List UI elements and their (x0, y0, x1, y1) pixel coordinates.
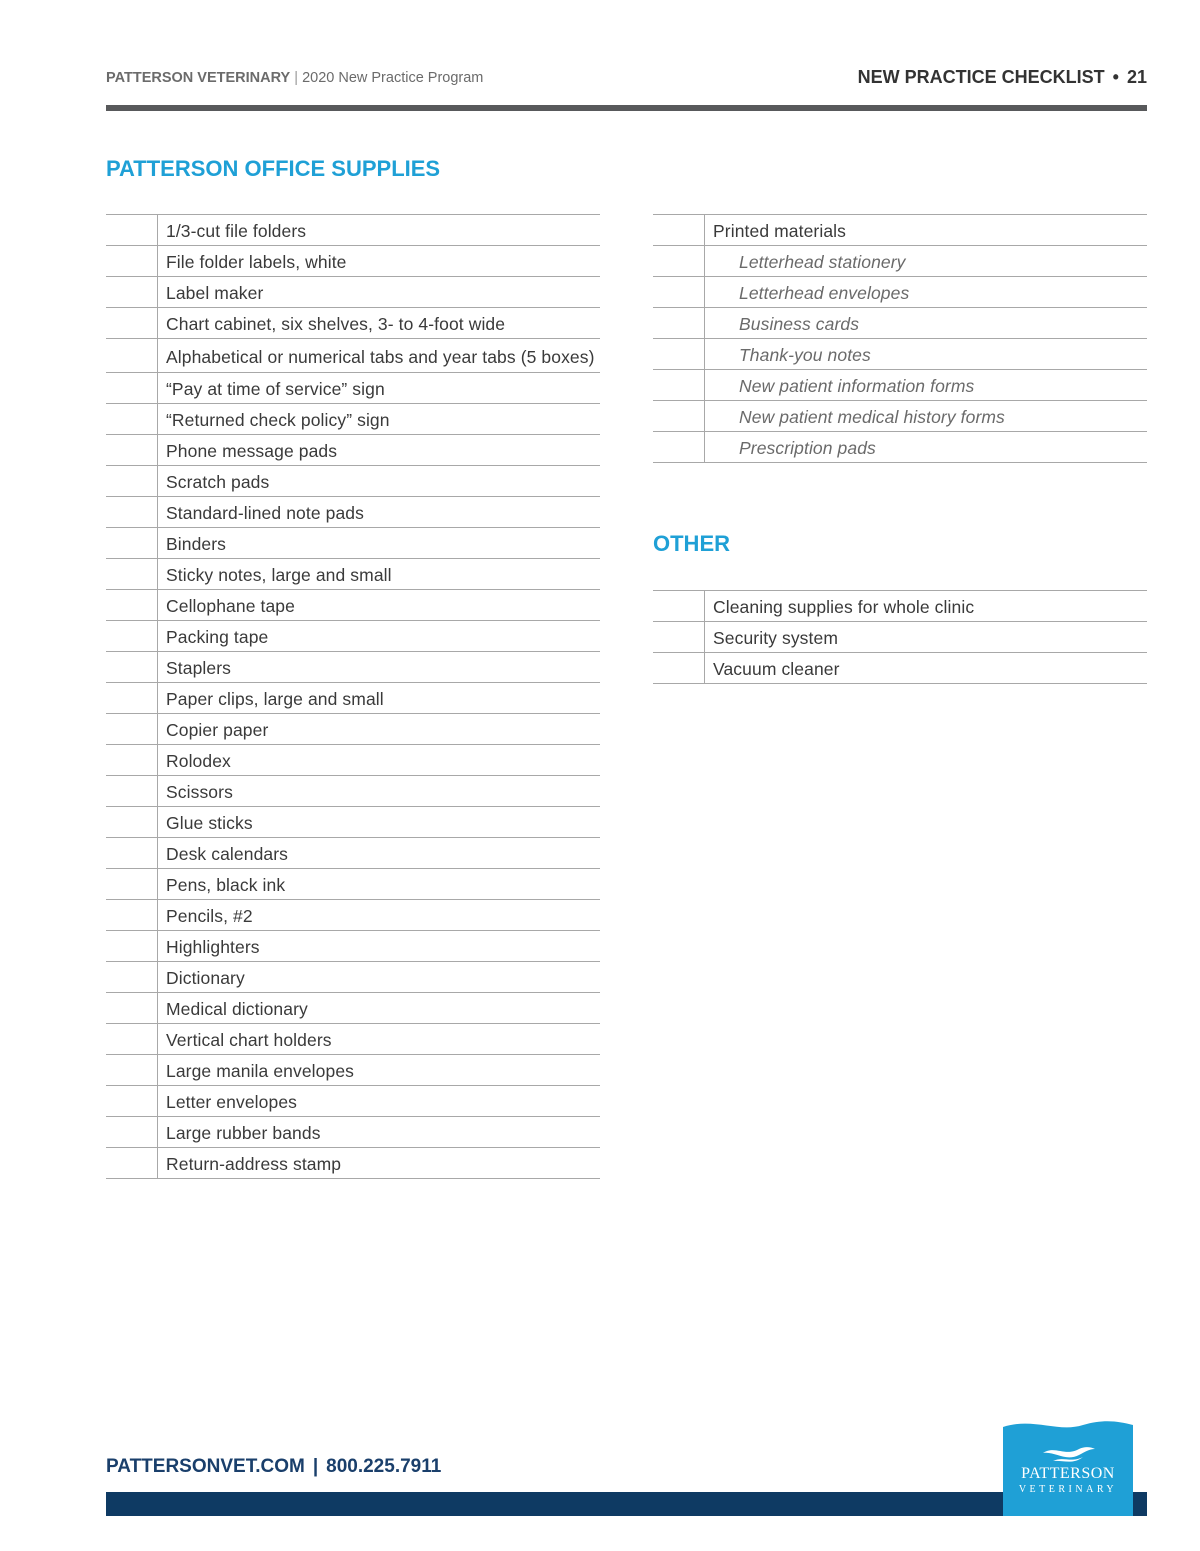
checklist-row (653, 339, 1147, 370)
checklist-row (106, 215, 600, 246)
checkbox[interactable] (106, 528, 158, 558)
checklist-row (106, 683, 600, 714)
checklist-row (106, 745, 600, 776)
checklist-row (653, 432, 1147, 463)
checklist-row (106, 1117, 600, 1148)
checkbox[interactable] (653, 308, 705, 338)
checkbox[interactable] (653, 246, 705, 276)
checklist-row (106, 497, 600, 528)
checklist-item-label: 1/3-cut file folders (166, 221, 307, 241)
checkbox[interactable] (653, 339, 705, 369)
checkbox[interactable] (106, 1086, 158, 1116)
checkbox[interactable] (106, 745, 158, 775)
checklist-item-label: Copier paper (166, 720, 269, 740)
checklist-item-label: Letterhead stationery (739, 252, 906, 272)
checkbox[interactable] (653, 370, 705, 400)
other-checklist (653, 590, 1147, 684)
checklist-row (106, 1148, 600, 1179)
checklist-item-label: Sticky notes, large and small (166, 565, 392, 585)
checklist-row (106, 466, 600, 497)
checklist-row (106, 807, 600, 838)
checklist-row (106, 776, 600, 807)
checklist-row (106, 714, 600, 745)
checklist-row (106, 621, 600, 652)
checklist-item-label: Phone message pads (166, 441, 338, 461)
logo-line2: VETERINARY (1018, 1484, 1118, 1495)
checkbox[interactable] (106, 1148, 158, 1178)
other-title: OTHER (653, 531, 730, 556)
checkbox[interactable] (653, 591, 705, 621)
checklist-row (653, 277, 1147, 308)
checkbox[interactable] (106, 497, 158, 527)
checklist-row (106, 435, 600, 466)
checklist-item-label: Chart cabinet, six shelves, 3- to 4-foot wide (166, 314, 506, 334)
checklist-item-label: Scratch pads (166, 472, 270, 492)
checklist-row (106, 1055, 600, 1086)
checklist-item-label: Large rubber bands (166, 1123, 321, 1143)
checklist-row (653, 653, 1147, 684)
checklist-item-label: New patient medical history forms (739, 407, 1005, 427)
checklist-item-label: Staplers (166, 658, 231, 678)
header-program: 2020 New Practice Program (302, 70, 484, 86)
checkbox[interactable] (106, 683, 158, 713)
checklist-row (106, 900, 600, 931)
checklist-row (106, 339, 600, 373)
checkbox[interactable] (106, 215, 158, 245)
checklist-row (106, 993, 600, 1024)
checkbox[interactable] (653, 401, 705, 431)
checklist-item-label: Return-address stamp (166, 1154, 342, 1174)
checkbox[interactable] (106, 246, 158, 276)
checkbox[interactable] (106, 308, 158, 338)
checkbox[interactable] (106, 373, 158, 403)
checkbox[interactable] (106, 714, 158, 744)
footer-separator: | (312, 1456, 319, 1477)
checklist-item-label: Large manila envelopes (166, 1061, 355, 1081)
checklist-row (106, 590, 600, 621)
checklist-item-label: Alphabetical or numerical tabs and year tabs (5 boxes) (166, 347, 595, 367)
checkbox[interactable] (106, 559, 158, 589)
checklist-row (106, 308, 600, 339)
checkbox[interactable] (106, 652, 158, 682)
checkbox[interactable] (106, 1024, 158, 1054)
footer-contact (106, 1456, 441, 1478)
checklist-row (106, 838, 600, 869)
logo-wordmark (1003, 1465, 1133, 1495)
checkbox[interactable] (653, 432, 705, 462)
checkbox[interactable] (106, 807, 158, 837)
header-checklist-title-line (858, 67, 1147, 88)
office-supplies-checklist (106, 214, 600, 1179)
header-rule (106, 105, 1147, 111)
footer-website[interactable]: PATTERSONVET.COM (106, 1456, 305, 1477)
checkbox[interactable] (106, 776, 158, 806)
checkbox[interactable] (106, 993, 158, 1023)
checkbox[interactable] (106, 435, 158, 465)
footer-bar (106, 1492, 1147, 1516)
checklist-item-label: Cellophane tape (166, 596, 295, 616)
checklist-row (653, 622, 1147, 653)
checkbox[interactable] (106, 1117, 158, 1147)
checkbox[interactable] (106, 962, 158, 992)
checklist-item-label: Highlighters (166, 937, 260, 957)
checklist-row (106, 962, 600, 993)
checklist-item-label: New patient information forms (739, 376, 975, 396)
checklist-item-label: Dictionary (166, 968, 245, 988)
checklist-item-label: Packing tape (166, 627, 269, 647)
checklist-row (653, 370, 1147, 401)
checklist-row (653, 246, 1147, 277)
checklist-row (106, 869, 600, 900)
checklist-row (106, 528, 600, 559)
checklist-item-label: Desk calendars (166, 844, 289, 864)
checklist-item-label: Rolodex (166, 751, 231, 771)
checklist-item-label: Pens, black ink (166, 875, 286, 895)
checkbox[interactable] (106, 590, 158, 620)
checklist-row (106, 277, 600, 308)
checkbox[interactable] (653, 622, 705, 652)
checklist-item-label: “Returned check policy” sign (166, 410, 390, 430)
checklist-item-label: File folder labels, white (166, 252, 347, 272)
checklist-row (106, 1086, 600, 1117)
page-header (106, 62, 1147, 112)
office-supplies-title: PATTERSON OFFICE SUPPLIES (106, 156, 441, 181)
checklist-item-label: Business cards (739, 314, 860, 334)
checklist-item-label: Medical dictionary (166, 999, 308, 1019)
checklist-row (106, 652, 600, 683)
checklist-item-label: “Pay at time of service” sign (166, 379, 385, 399)
checkbox[interactable] (106, 1055, 158, 1085)
header-checklist-title: NEW PRACTICE CHECKLIST (857, 67, 1105, 87)
checklist-row (106, 404, 600, 435)
header-brand: PATTERSON VETERINARY (106, 70, 291, 86)
checklist-row (106, 559, 600, 590)
checklist-row (106, 1024, 600, 1055)
checklist-item-label: Vacuum cleaner (713, 659, 840, 679)
checkbox[interactable] (106, 466, 158, 496)
checkbox[interactable] (106, 621, 158, 651)
checklist-row (653, 215, 1147, 246)
logo-line1: PATTERSON (1021, 1465, 1115, 1482)
checklist-item-label: Security system (713, 628, 838, 648)
checklist-item-label: Label maker (166, 283, 264, 303)
checkbox[interactable] (653, 215, 705, 245)
checkbox[interactable] (106, 838, 158, 868)
checkbox[interactable] (106, 869, 158, 899)
checklist-row (653, 308, 1147, 339)
checkbox[interactable] (653, 277, 705, 307)
checklist-row (106, 373, 600, 404)
printed-materials-checklist (653, 214, 1147, 463)
page-number: 21 (1126, 67, 1147, 87)
checklist-item-label: Cleaning supplies for whole clinic (713, 597, 975, 617)
checklist-item-label: Paper clips, large and small (166, 689, 384, 709)
checklist-row (653, 591, 1147, 622)
checklist-row (106, 931, 600, 962)
checklist-item-label: Glue sticks (166, 813, 253, 833)
checklist-item-label: Standard-lined note pads (166, 503, 364, 523)
checklist-item-label: Letter envelopes (166, 1092, 297, 1112)
footer-phone: 800.225.7911 (326, 1456, 442, 1477)
checklist-item-label: Prescription pads (739, 438, 876, 458)
checklist-item-label: Scissors (166, 782, 233, 802)
printed-materials-heading: Printed materials (713, 221, 847, 241)
header-bullet: • (1112, 67, 1119, 87)
checklist-row (106, 246, 600, 277)
checkbox[interactable] (106, 277, 158, 307)
checklist-item-label: Pencils, #2 (166, 906, 253, 926)
checklist-item-label: Binders (166, 534, 227, 554)
checklist-item-label: Letterhead envelopes (739, 283, 910, 303)
checkbox[interactable] (106, 931, 158, 961)
checkbox[interactable] (106, 404, 158, 434)
checkbox[interactable] (653, 653, 705, 683)
header-program-line (106, 70, 483, 86)
checkbox[interactable] (106, 900, 158, 930)
checkbox[interactable] (106, 339, 158, 372)
checklist-item-label: Vertical chart holders (166, 1030, 332, 1050)
checklist-item-label: Thank-you notes (739, 345, 871, 365)
header-separator: | (294, 70, 299, 86)
checklist-row (653, 401, 1147, 432)
